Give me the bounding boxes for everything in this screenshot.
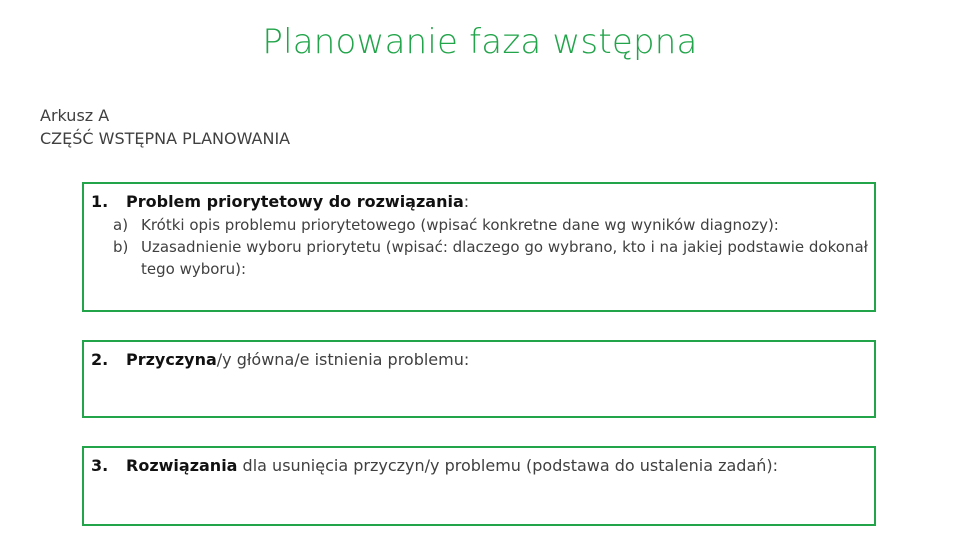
sheet-label: Arkusz A bbox=[40, 106, 110, 125]
list-item-text: Uzasadnienie wyboru priorytetu (wpisać: dlaczego go wybrano, kto i na jakiej podstawie dokonał tego wyboru): bbox=[141, 238, 868, 278]
list-item-text: Krótki opis problemu priorytetowego (wpisać konkretne dane wg wyników diagnozy): bbox=[141, 216, 779, 234]
section-heading-bold: Rozwiązania bbox=[126, 456, 238, 475]
section-box-3 bbox=[82, 446, 876, 526]
section-number: 1. bbox=[91, 192, 109, 211]
section-1-sublist bbox=[113, 214, 873, 280]
page-title: Planowanie faza wstępna bbox=[262, 22, 698, 62]
section-heading-bold: Przyczyna bbox=[126, 350, 217, 369]
list-item bbox=[113, 236, 873, 280]
section-box-1 bbox=[82, 182, 876, 312]
section-heading-1 bbox=[91, 192, 469, 211]
section-heading-3 bbox=[91, 456, 778, 475]
list-item bbox=[113, 214, 873, 236]
section-number: 2. bbox=[91, 350, 109, 369]
section-number: 3. bbox=[91, 456, 109, 475]
list-item-letter: a) bbox=[113, 216, 129, 234]
section-label: CZĘŚĆ WSTĘPNA PLANOWANIA bbox=[40, 129, 291, 148]
section-heading-rest: /y główna/e istnienia problemu: bbox=[216, 350, 470, 369]
section-heading-rest: : bbox=[463, 192, 470, 211]
section-box-2 bbox=[82, 340, 876, 418]
section-heading-bold: Problem priorytetowy do rozwiązania bbox=[126, 192, 464, 211]
section-heading-rest: dla usunięcia przyczyn/y problemu (podstawa do ustalenia zadań): bbox=[237, 456, 779, 475]
section-heading-2 bbox=[91, 350, 469, 369]
list-item-letter: b) bbox=[113, 238, 129, 256]
